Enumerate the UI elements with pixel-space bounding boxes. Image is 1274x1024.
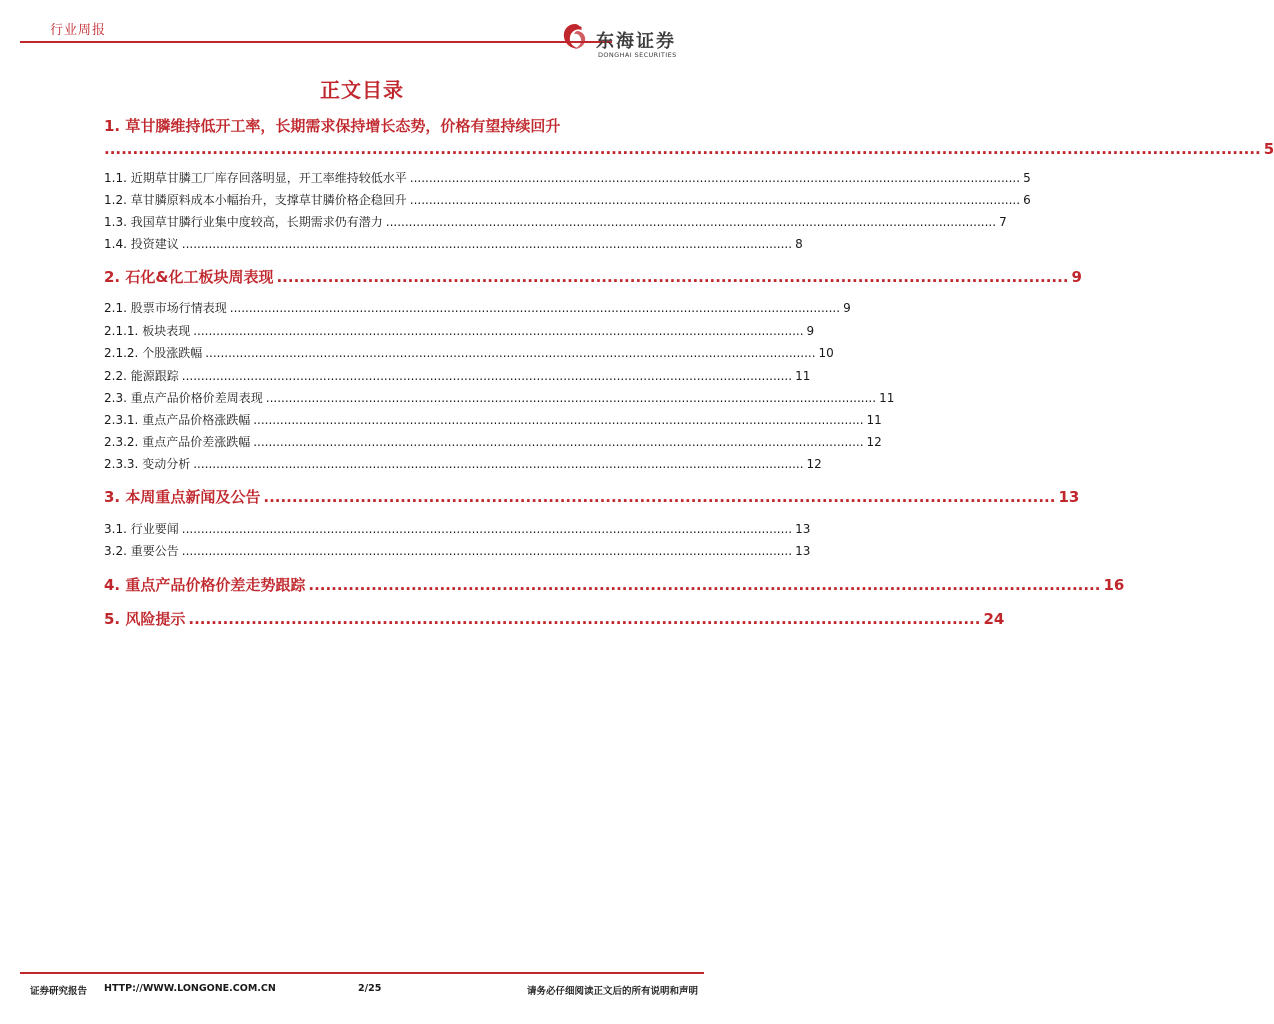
dot-leader: ................................................................................................................................................................: [181, 522, 793, 536]
dot-leader: ...........................................................................................................................................: [188, 610, 981, 628]
toc-entry-page: 6: [1023, 193, 1031, 207]
toc-entry-number: 2.3.3.: [104, 457, 139, 471]
dot-leader: ................................................................................................................................................................: [409, 193, 1021, 207]
toc-entry-title: 重点产品价格价差走势跟踪: [125, 576, 306, 594]
toc-entry-1-4[interactable]: [104, 235, 803, 252]
toc-entry-number: 1.1.: [104, 171, 127, 185]
footer-divider: [20, 972, 704, 974]
dot-leader: ...........................................................................................................................................................................................................: [104, 140, 1261, 158]
toc-entry-page: 13: [1058, 488, 1080, 506]
dot-leader: ................................................................................................................................................................: [253, 413, 864, 427]
dot-leader: ................................................................................................................................................................: [205, 346, 816, 360]
dot-leader: ................................................................................................................................................................: [181, 369, 793, 383]
toc-entry-page: 9: [1071, 268, 1082, 286]
toc-entry-1-1[interactable]: [104, 169, 1031, 186]
toc-entry-page: 11: [879, 391, 895, 405]
toc-entry-title: 我国草甘膦行业集中度较高，长期需求仍有潜力: [130, 215, 383, 229]
footer-disclaimer: 请务必仔细阅读正文后的所有说明和声明: [526, 986, 698, 997]
dot-leader: ...........................................................................................................................................: [308, 576, 1101, 594]
dot-leader: ................................................................................................................................................................: [181, 237, 793, 251]
toc-entry-3[interactable]: [104, 486, 1080, 507]
toc-entry-number: 4.: [104, 576, 121, 594]
toc-entry-3-2[interactable]: [104, 542, 811, 559]
toc-entry-1-page: 5: [1263, 140, 1274, 158]
toc-entry-2-1-1[interactable]: [104, 322, 815, 339]
toc-entry-page: 24: [983, 610, 1005, 628]
toc-entry-4[interactable]: [104, 574, 1125, 595]
dot-leader: ...........................................................................................................................................: [276, 268, 1069, 286]
toc-entry-1-3[interactable]: [104, 213, 1007, 230]
toc-entry-title: 投资建议: [130, 237, 179, 251]
toc-entry-3-1[interactable]: [104, 520, 811, 537]
toc-entry-2[interactable]: [104, 266, 1082, 287]
toc-entry-title: 草甘膦原料成本小幅抬升，支撑草甘膦价格企稳回升: [130, 193, 407, 207]
header-divider: [20, 41, 612, 43]
toc-entry-title: 风险提示: [125, 610, 186, 628]
toc-entry-title: 近期草甘膦工厂库存回落明显，开工率维持较低水平: [130, 171, 407, 185]
toc-entry-1-2[interactable]: [104, 191, 1031, 208]
toc-entry-number: 1.4.: [104, 237, 127, 251]
toc-entry-number: 2.3.1.: [104, 413, 139, 427]
toc-entry-1-line2[interactable]: [104, 140, 1274, 158]
toc-entry-page: 13: [795, 522, 811, 536]
toc-entry-2-3-2[interactable]: [104, 433, 882, 450]
footer-page-number: 2/25: [358, 983, 382, 994]
toc-entry-number: 1.2.: [104, 193, 127, 207]
dot-leader: ................................................................................................................................................................: [253, 435, 864, 449]
toc-entry-title: 重要公告: [130, 544, 179, 558]
toc-entry-number: 2.3.2.: [104, 435, 139, 449]
toc-entry-2-3[interactable]: [104, 389, 895, 406]
toc-entry-title: 重点产品价差涨跌幅: [142, 435, 251, 449]
toc-entry-number: 2.: [104, 268, 121, 286]
toc-entry-1-line1[interactable]: [104, 115, 624, 136]
toc-entry-number: 2.1.: [104, 301, 127, 315]
toc-title: 正文目录: [320, 78, 404, 102]
toc-entry-1-title: 草甘膦维持低开工率，长期需求保持增长态势，价格有望持续回升: [125, 117, 561, 135]
toc-entry-page: 7: [999, 215, 1007, 229]
toc-entry-number: 2.2.: [104, 369, 127, 383]
dot-leader: ................................................................................................................................................................: [181, 544, 793, 558]
report-category: 行业周报: [50, 23, 107, 38]
toc-entry-title: 个股涨跌幅: [142, 346, 203, 360]
toc-entry-page: 12: [806, 457, 822, 471]
toc-entry-page: 9: [806, 324, 815, 338]
toc-entry-title: 变动分析: [142, 457, 191, 471]
toc-entry-page: 5: [1023, 171, 1031, 185]
toc-entry-1-number: 1.: [104, 117, 121, 135]
toc-entry-number: 1.3.: [104, 215, 127, 229]
toc-entry-title: 石化&化工板块周表现: [125, 268, 274, 286]
toc-entry-number: 3.1.: [104, 522, 127, 536]
toc-entry-title: 板块表现: [142, 324, 191, 338]
toc-entry-2-3-3[interactable]: [104, 455, 822, 472]
toc-entry-page: 11: [795, 369, 811, 383]
toc-entry-number: 2.1.1.: [104, 324, 139, 338]
dot-leader: ................................................................................................................................................................: [409, 171, 1021, 185]
dot-leader: ................................................................................................................................................................: [193, 324, 804, 338]
toc-entry-title: 股票市场行情表现: [130, 301, 227, 315]
toc-entry-title: 本周重点新闻及公告: [125, 488, 261, 506]
toc-entry-2-3-1[interactable]: [104, 411, 882, 428]
dot-leader: ................................................................................................................................................................: [385, 215, 997, 229]
toc-entry-number: 3.: [104, 488, 121, 506]
toc-entry-title: 重点产品价格价差周表现: [130, 391, 263, 405]
logo-chinese-name: 东海证券: [596, 31, 676, 52]
toc-entry-page: 13: [795, 544, 811, 558]
toc-entry-page: 9: [843, 301, 851, 315]
toc-entry-page: 11: [866, 413, 882, 427]
toc-entry-page: 12: [866, 435, 882, 449]
toc-entry-number: 2.1.2.: [104, 346, 139, 360]
toc-entry-5[interactable]: [104, 608, 1005, 629]
dot-leader: ...........................................................................................................................................: [263, 488, 1056, 506]
footer-url-link[interactable]: HTTP://WWW.LONGONE.COM.CN: [104, 983, 276, 994]
toc-entry-title: 能源跟踪: [130, 369, 179, 383]
dot-leader: ................................................................................................................................................................: [265, 391, 877, 405]
toc-entry-number: 5.: [104, 610, 121, 628]
logo-english-name: DONGHAI SECURITIES: [598, 51, 677, 59]
company-logo: [560, 20, 710, 60]
toc-entry-2-1[interactable]: [104, 299, 851, 316]
dot-leader: ................................................................................................................................................................: [229, 301, 841, 315]
toc-entry-page: 8: [795, 237, 803, 251]
toc-entry-2-1-2[interactable]: [104, 344, 834, 361]
dragon-logo-icon: [560, 22, 590, 52]
dot-leader: ................................................................................................................................................................: [193, 457, 804, 471]
toc-entry-number: 3.2.: [104, 544, 127, 558]
toc-entry-2-2[interactable]: [104, 367, 811, 384]
toc-entry-title: 行业要闻: [130, 522, 179, 536]
toc-entry-page: 16: [1103, 576, 1125, 594]
toc-entry-title: 重点产品价格涨跌幅: [142, 413, 251, 427]
footer-report-type: 证券研究报告: [30, 986, 88, 997]
toc-entry-number: 2.3.: [104, 391, 127, 405]
toc-entry-page: 10: [818, 346, 834, 360]
